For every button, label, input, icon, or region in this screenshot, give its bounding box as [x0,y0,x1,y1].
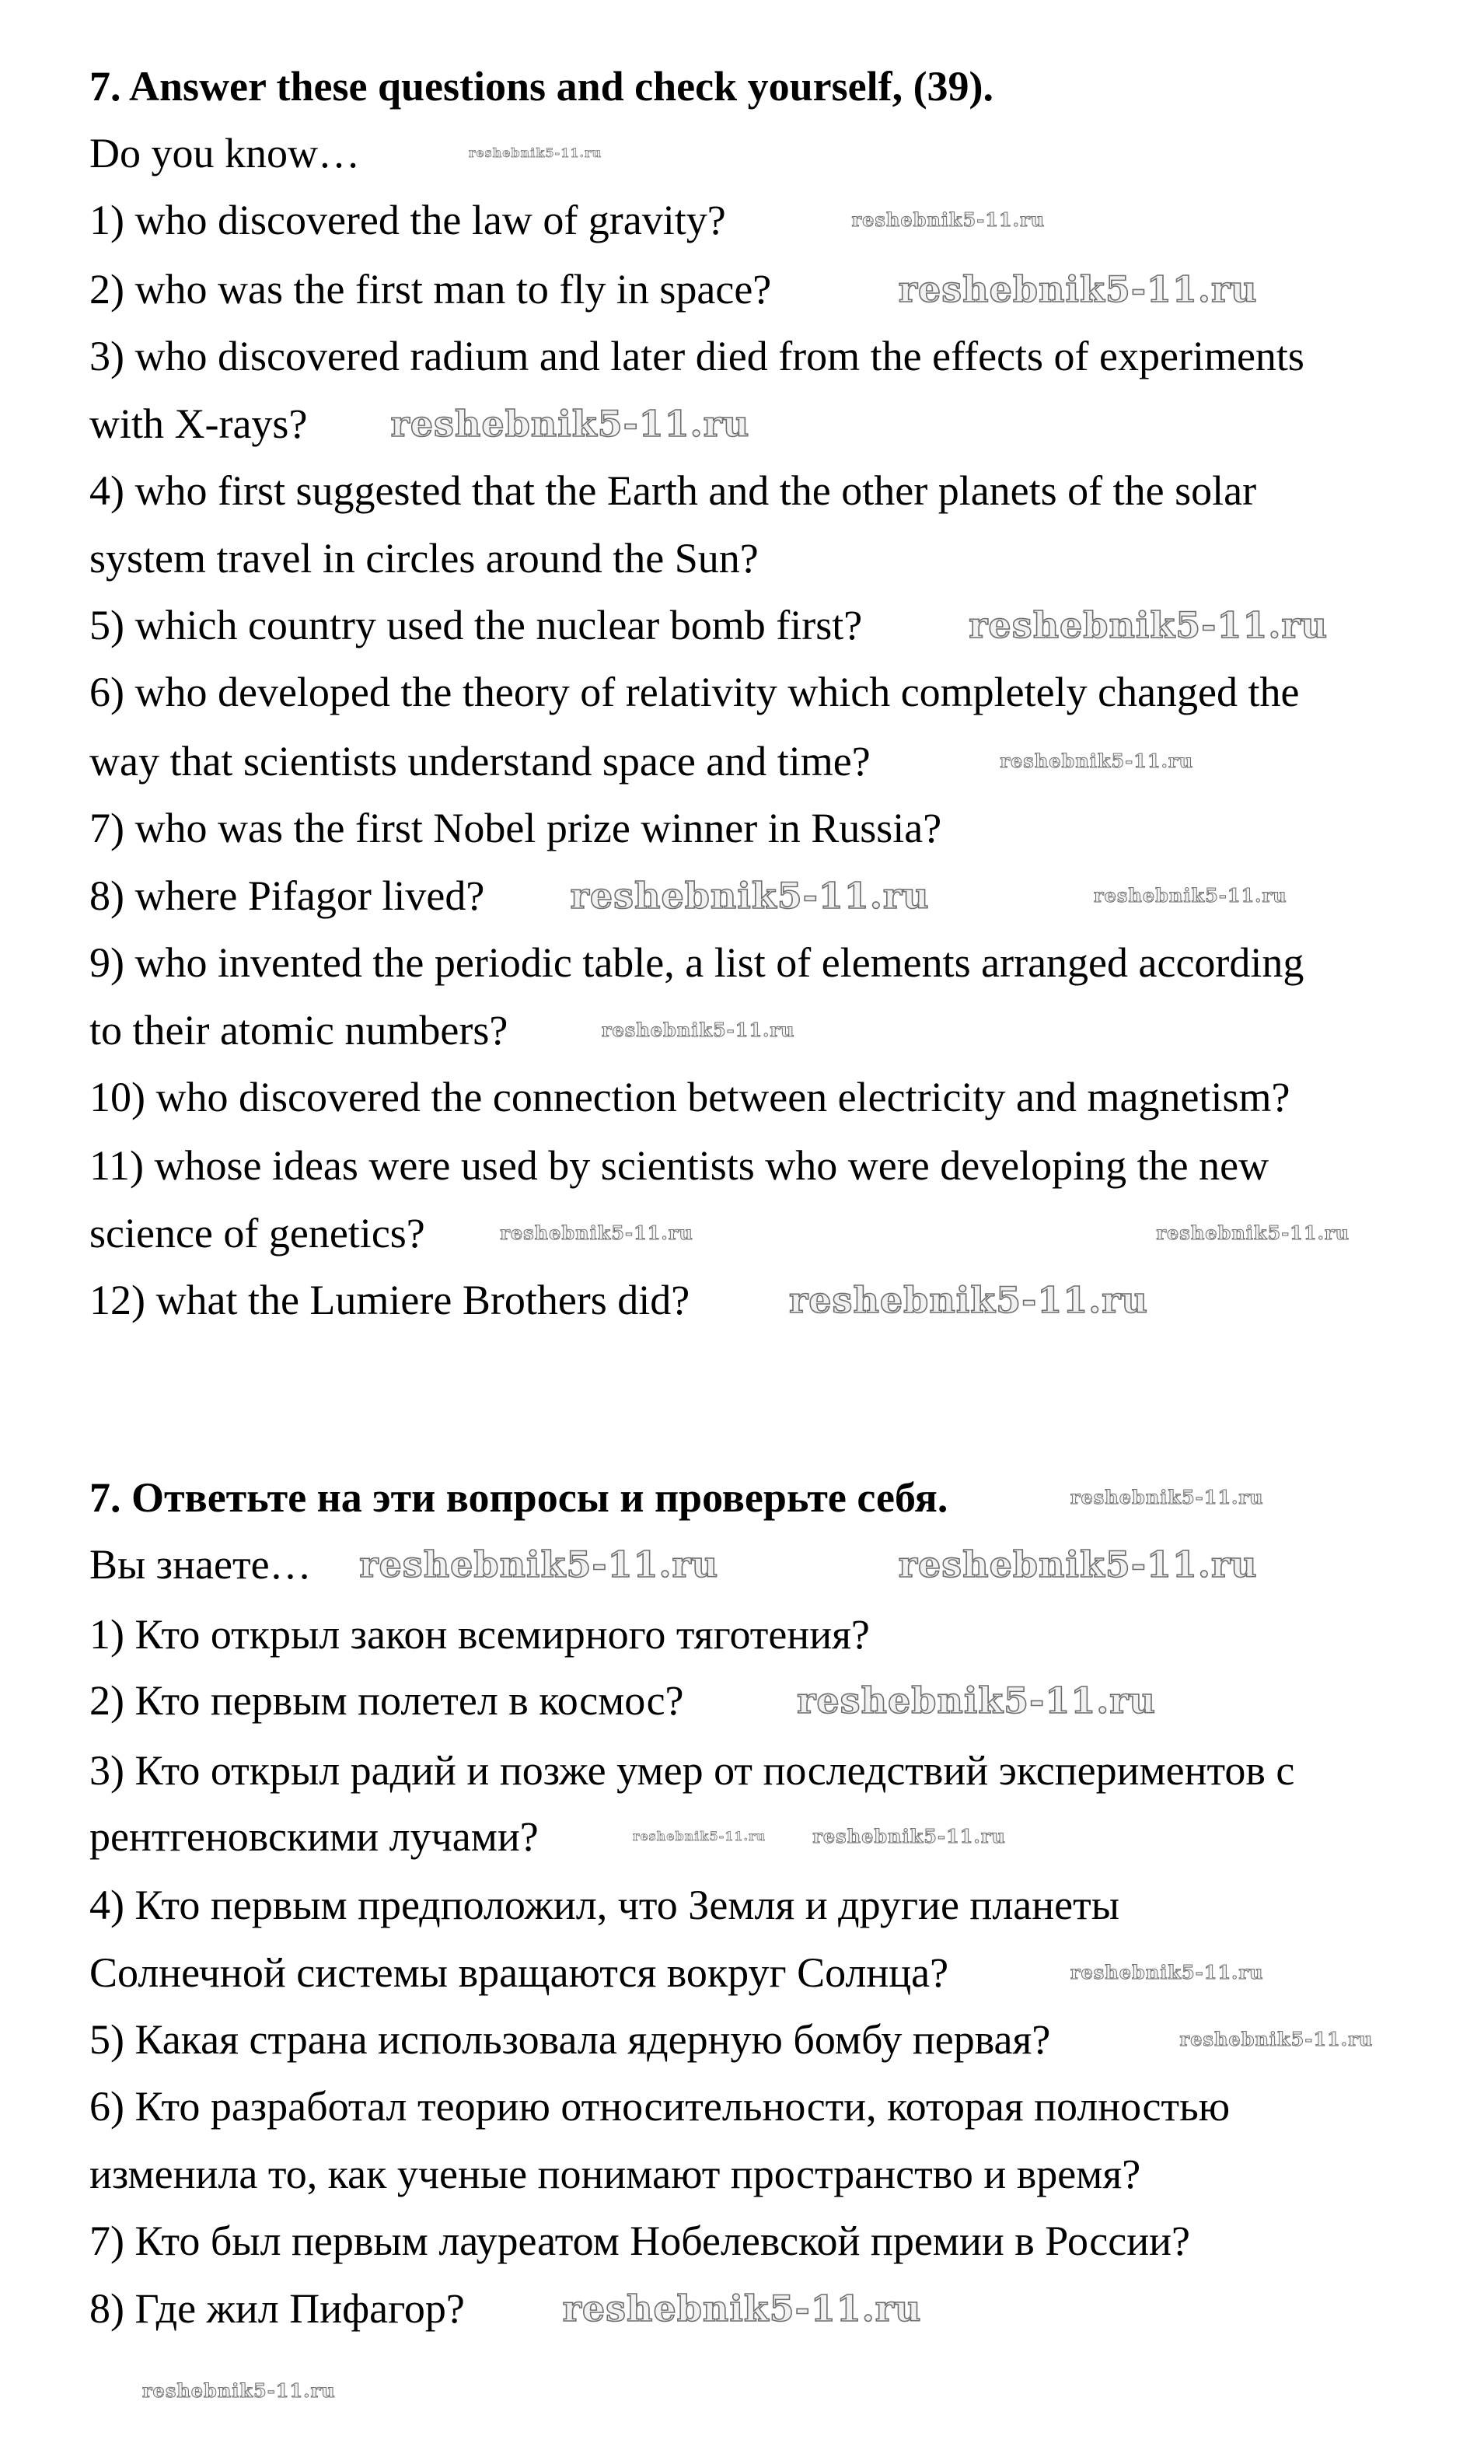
watermark: reshebnik5-11.ru [898,267,1258,310]
section-title-russian: 7. Ответьте на эти вопросы и проверьте себя. [89,1473,948,1521]
question-line: with X-rays? [89,400,308,447]
watermark: reshebnik5-11.ru [562,2287,922,2329]
question-line: 10) who discovered the connection between electricity and magnetism? [89,1074,1290,1121]
question-line: 2) Кто первым полетел в космос? [89,1676,684,1724]
watermark: reshebnik5-11.ru [969,604,1329,646]
question-line: 6) who developed the theory of relativity which completely changed the [89,669,1300,716]
question-line: 11) whose ideas were used by scientists who were developing the new [89,1142,1269,1190]
watermark: reshebnik5-11.ru [390,402,750,445]
watermark: reshebnik5-11.ru [1070,1960,1264,1983]
question-line: 3) Кто открыл радий и позже умер от последствий экспериментов с [89,1747,1295,1795]
watermark: reshebnik5-11.ru [1156,1221,1350,1244]
intro-text-english: Do you know… [89,129,360,176]
question-line: 7) who was the first Nobel prize winner in Russia? [89,805,942,852]
question-line: way that scientists understand space and time? [89,737,871,785]
question-line: 1) Кто открыл закон всемирного тяготения? [89,1611,870,1658]
watermark: reshebnik5-11.ru [1070,1485,1264,1508]
question-line: 8) Где жил Пифагор? [89,2284,465,2332]
question-line: 6) Кто разработал теорию относительности, которая полностью [89,2083,1231,2130]
question-line: рентгеновскими лучами? [89,1812,539,1860]
question-line: 8) where Pifagor lived? [89,872,485,919]
watermark: reshebnik5-11.ru [812,1824,1006,1847]
watermark: reshebnik5-11.ru [851,208,1046,232]
question-line: 7) Кто был первым лауреатом Нобелевской премии в России? [89,2218,1190,2265]
watermark: reshebnik5-11.ru [469,145,602,160]
question-line: изменила то, как ученые понимают пространство и время? [89,2150,1141,2197]
question-line: Солнечной системы вращаются вокруг Солнца? [89,1948,949,1996]
question-line: to their atomic numbers? [89,1006,508,1054]
question-line: 2) who was the first man to fly in space? [89,265,772,313]
question-line: 1) who discovered the law of gravity? [89,197,726,244]
question-line: 4) Кто первым предположил, что Земля и другие планеты [89,1882,1119,1929]
watermark: reshebnik5-11.ru [1094,883,1287,907]
watermark: reshebnik5-11.ru [1000,749,1194,772]
question-line: 5) Какая страна использовала ядерную бомбу первая? [89,2016,1051,2064]
question-line: 4) who first suggested that the Earth and the other planets of the solar [89,467,1257,515]
watermark: reshebnik5-11.ru [570,874,930,917]
watermark: reshebnik5-11.ru [633,1828,766,1844]
question-line: science of genetics? [89,1209,425,1256]
watermark: reshebnik5-11.ru [359,1543,719,1585]
watermark: reshebnik5-11.ru [797,1679,1156,1721]
question-line: 5) which country used the nuclear bomb first? [89,602,863,648]
intro-text-russian: Вы знаете… [89,1541,312,1588]
watermark: reshebnik5-11.ru [500,1221,693,1244]
question-line: system travel in circles around the Sun? [89,534,759,582]
question-line: 9) who invented the periodic table, a list of elements arranged according [89,939,1304,987]
watermark: reshebnik5-11.ru [1179,2028,1374,2051]
watermark: reshebnik5-11.ru [601,1018,795,1041]
question-line: 12) what the Lumiere Brothers did? [89,1277,690,1324]
section-title-english: 7. Answer these questions and check yourself, (39). [89,62,994,110]
watermark: reshebnik5-11.ru [141,2379,336,2403]
question-line: 3) who discovered radium and later died from the effects of experiments [89,333,1304,380]
watermark: reshebnik5-11.ru [789,1279,1148,1322]
watermark: reshebnik5-11.ru [898,1543,1258,1585]
